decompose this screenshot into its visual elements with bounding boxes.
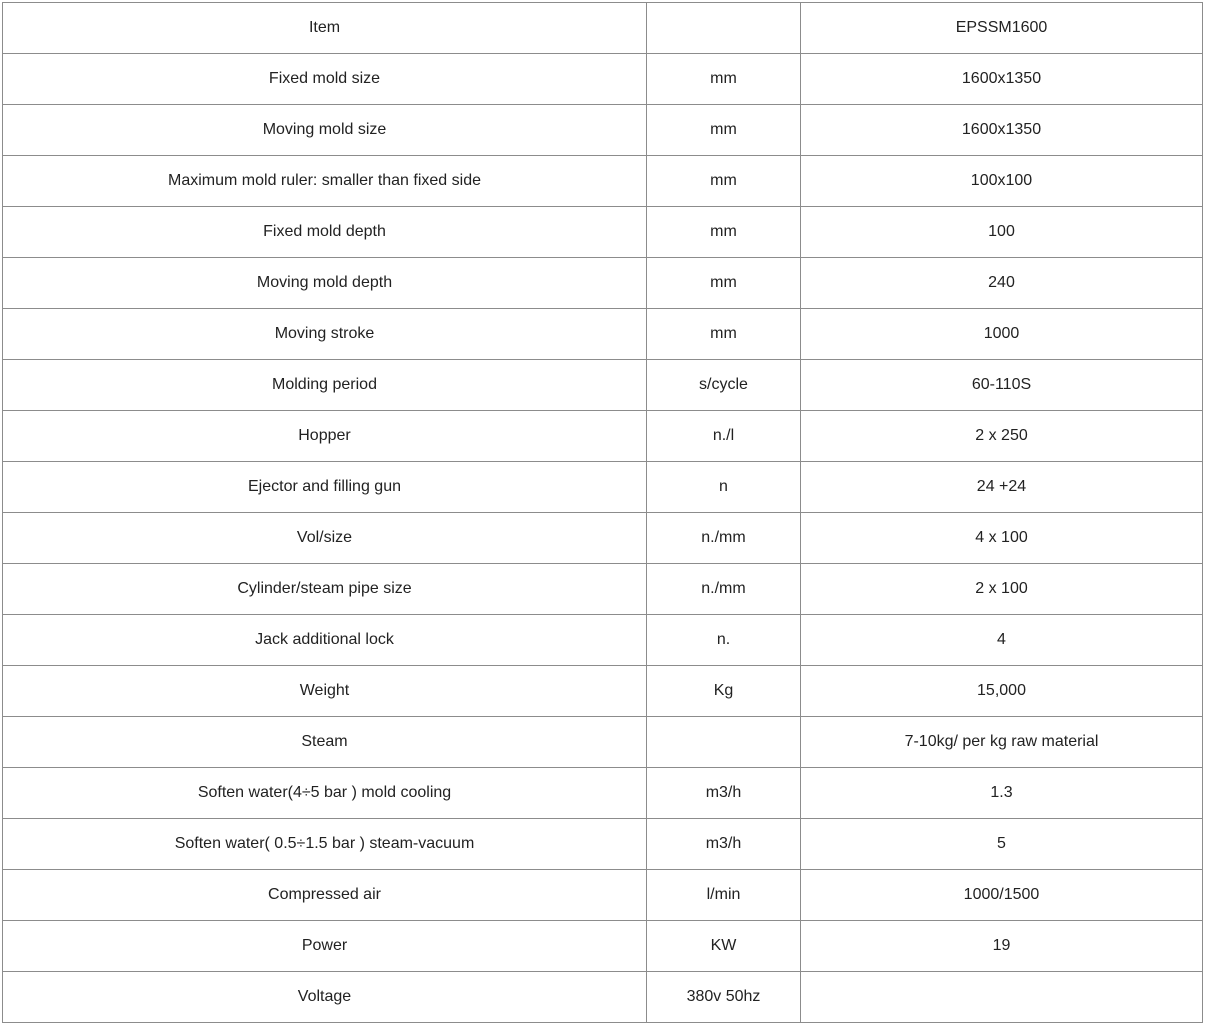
- table-row: [3, 156, 1203, 207]
- unit-cell: mm: [647, 54, 801, 105]
- table-row: [3, 768, 1203, 819]
- table-row: [3, 921, 1203, 972]
- item-cell: Jack additional lock: [3, 615, 647, 666]
- item-cell: Ejector and filling gun: [3, 462, 647, 513]
- table-row: [3, 819, 1203, 870]
- unit-cell: mm: [647, 105, 801, 156]
- item-cell: Molding period: [3, 360, 647, 411]
- table-row: [3, 207, 1203, 258]
- item-cell: Fixed mold depth: [3, 207, 647, 258]
- unit-cell: [647, 717, 801, 768]
- item-cell: Power: [3, 921, 647, 972]
- table-row: [3, 258, 1203, 309]
- unit-cell: 380v 50hz: [647, 972, 801, 1023]
- spec-table-body: [3, 3, 1203, 1023]
- item-cell: Moving mold depth: [3, 258, 647, 309]
- item-cell: Vol/size: [3, 513, 647, 564]
- unit-cell: m3/h: [647, 768, 801, 819]
- value-cell: 2 x 250: [801, 411, 1203, 462]
- item-cell: Cylinder/steam pipe size: [3, 564, 647, 615]
- table-row: [3, 870, 1203, 921]
- item-cell: Steam: [3, 717, 647, 768]
- unit-cell: mm: [647, 156, 801, 207]
- value-cell: 100: [801, 207, 1203, 258]
- spec-table: [2, 2, 1203, 1023]
- table-row: [3, 3, 1203, 54]
- value-cell: 5: [801, 819, 1203, 870]
- unit-cell: mm: [647, 207, 801, 258]
- unit-cell: n./l: [647, 411, 801, 462]
- value-cell: 15,000: [801, 666, 1203, 717]
- unit-cell: n: [647, 462, 801, 513]
- unit-cell: n.: [647, 615, 801, 666]
- table-row: [3, 666, 1203, 717]
- table-row: [3, 717, 1203, 768]
- unit-cell: [647, 3, 801, 54]
- value-cell: 60-110S: [801, 360, 1203, 411]
- item-cell: Moving mold size: [3, 105, 647, 156]
- value-cell: EPSSM1600: [801, 3, 1203, 54]
- table-row: [3, 615, 1203, 666]
- value-cell: 24 +24: [801, 462, 1203, 513]
- table-row: [3, 54, 1203, 105]
- item-cell: Moving stroke: [3, 309, 647, 360]
- item-cell: Compressed air: [3, 870, 647, 921]
- table-row: [3, 564, 1203, 615]
- unit-cell: l/min: [647, 870, 801, 921]
- value-cell: [801, 972, 1203, 1023]
- unit-cell: mm: [647, 309, 801, 360]
- value-cell: 4 x 100: [801, 513, 1203, 564]
- item-cell: Maximum mold ruler: smaller than fixed side: [3, 156, 647, 207]
- item-cell: Fixed mold size: [3, 54, 647, 105]
- table-row: [3, 972, 1203, 1023]
- value-cell: 2 x 100: [801, 564, 1203, 615]
- value-cell: 7-10kg/ per kg raw material: [801, 717, 1203, 768]
- value-cell: 1600x1350: [801, 105, 1203, 156]
- table-row: [3, 462, 1203, 513]
- value-cell: 1600x1350: [801, 54, 1203, 105]
- unit-cell: KW: [647, 921, 801, 972]
- value-cell: 1000: [801, 309, 1203, 360]
- table-row: [3, 105, 1203, 156]
- item-cell: Voltage: [3, 972, 647, 1023]
- table-row: [3, 360, 1203, 411]
- unit-cell: mm: [647, 258, 801, 309]
- item-cell: Soften water(4÷5 bar ) mold cooling: [3, 768, 647, 819]
- value-cell: 1.3: [801, 768, 1203, 819]
- unit-cell: m3/h: [647, 819, 801, 870]
- table-row: [3, 309, 1203, 360]
- unit-cell: s/cycle: [647, 360, 801, 411]
- value-cell: 4: [801, 615, 1203, 666]
- item-cell: Soften water( 0.5÷1.5 bar ) steam-vacuum: [3, 819, 647, 870]
- item-cell: Weight: [3, 666, 647, 717]
- unit-cell: n./mm: [647, 513, 801, 564]
- value-cell: 19: [801, 921, 1203, 972]
- value-cell: 1000/1500: [801, 870, 1203, 921]
- item-cell: Item: [3, 3, 647, 54]
- value-cell: 240: [801, 258, 1203, 309]
- unit-cell: n./mm: [647, 564, 801, 615]
- value-cell: 100x100: [801, 156, 1203, 207]
- item-cell: Hopper: [3, 411, 647, 462]
- table-row: [3, 513, 1203, 564]
- table-row: [3, 411, 1203, 462]
- unit-cell: Kg: [647, 666, 801, 717]
